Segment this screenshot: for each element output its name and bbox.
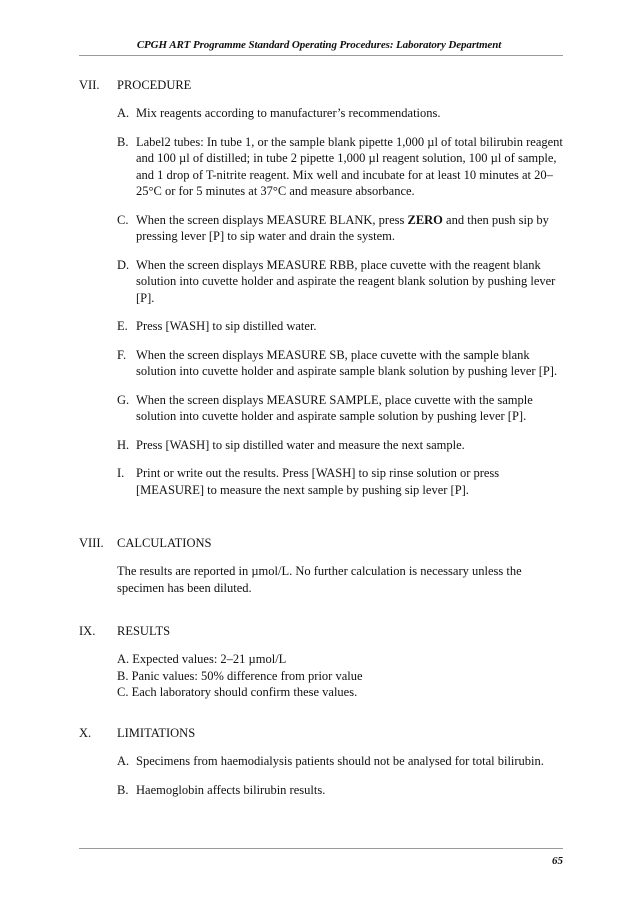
list-item [117,465,564,498]
list-item [117,212,564,245]
item-letter: A. [117,754,130,768]
item-text: Specimens from haemodialysis patients should not be analysed for total bilirubin. [136,754,544,768]
item-text: Print or write out the results. Press [WASH] to sip rinse solution or press [MEASURE] to measure the next sample by pushing sip lever [P]. [136,466,500,497]
item-letter: F. [117,347,127,362]
section-title: CALCULATIONS [117,536,212,550]
item-letter: B. [117,782,129,797]
section-results [79,624,564,701]
list-item [117,347,564,380]
section-title: PROCEDURE [117,78,192,92]
list-item [117,437,564,454]
item-text-part: and then push sip by pressing lever [P] to sip water and drain the system. [136,212,549,243]
item-text: Mix reagents according to manufacturer’s recommendations. [136,106,441,120]
item-letter: E. [117,319,128,333]
list-item [117,318,564,335]
item-text [117,212,564,245]
list-item [117,134,564,200]
section-heading [79,78,564,96]
section-heading [79,624,564,642]
item-letter: D. [117,257,130,272]
results-line: B. Panic values: 50% difference from prior value [117,668,363,683]
section-number: VII. [79,78,100,92]
item-text: Label2 tubes: In tube 1, or the sample blank pipette 1,000 µl of total bilirubin reagent and 100 µl of distilled; in tube 2 pipette 1,000 µl reagent solution, 100 µl of sample, and 1 drop of T-nitrite reagent. Mix well and incubate for at least 10 minutes at 20–25°C or for 5 minutes at 37°C and measure absorbance. [136,134,563,198]
list-item [117,753,564,770]
item-text: Press [WASH] to sip distilled water and measure the next sample. [136,437,465,452]
section-calculations [79,536,564,596]
section-title: LIMITATIONS [117,726,196,740]
item-letter: C. [117,212,129,227]
list-item [117,782,564,799]
item-letter: A. [117,106,130,120]
section-heading [79,726,564,744]
footer-rule [79,848,563,849]
page-number: 65 [552,855,563,867]
section-number: X. [79,726,92,740]
item-letter: B. [117,134,129,149]
item-text: Haemoglobin affects bilirubin results. [136,782,326,797]
item-text-part: When the screen displays MEASURE BLANK, press [136,212,408,227]
item-letter: H. [117,437,130,452]
results-line: A. Expected values: 2–21 µmol/L [117,652,287,666]
item-text: When the screen displays MEASURE SAMPLE, place cuvette with the sample solution into cuvette holder and aspirate sample solution by pushing lever [P]. [136,392,533,423]
item-text: Press [WASH] to sip distilled water. [136,319,317,333]
section-title: RESULTS [117,624,171,638]
section-heading [79,536,564,554]
header-rule [79,55,563,56]
section-procedure [79,78,564,498]
list-item [117,392,564,425]
section-limitations [79,726,564,798]
item-text: When the screen displays MEASURE SB, place cuvette with the sample blank solution into cuvette holder and aspirate sample blank solution by pushing lever [P]. [136,347,558,378]
page-header: CPGH ART Programme Standard Operating Procedures: Laboratory Department [136,39,502,51]
item-letter: G. [117,392,130,407]
zero-key-label: ZERO [407,212,443,227]
results-line: C. Each laboratory should confirm these values. [117,685,358,699]
section-number: IX. [79,624,96,638]
section-number: VIII. [79,536,104,550]
calculations-text: The results are reported in µmol/L. No further calculation is necessary unless the specimen has been diluted. [117,564,522,595]
list-item [117,105,564,122]
item-text: When the screen displays MEASURE RBB, place cuvette with the reagent blank solution into cuvette holder and aspirate the reagent blank solution by pushing lever [P]. [136,257,556,305]
item-letter: I. [117,466,125,480]
list-item [117,257,564,307]
